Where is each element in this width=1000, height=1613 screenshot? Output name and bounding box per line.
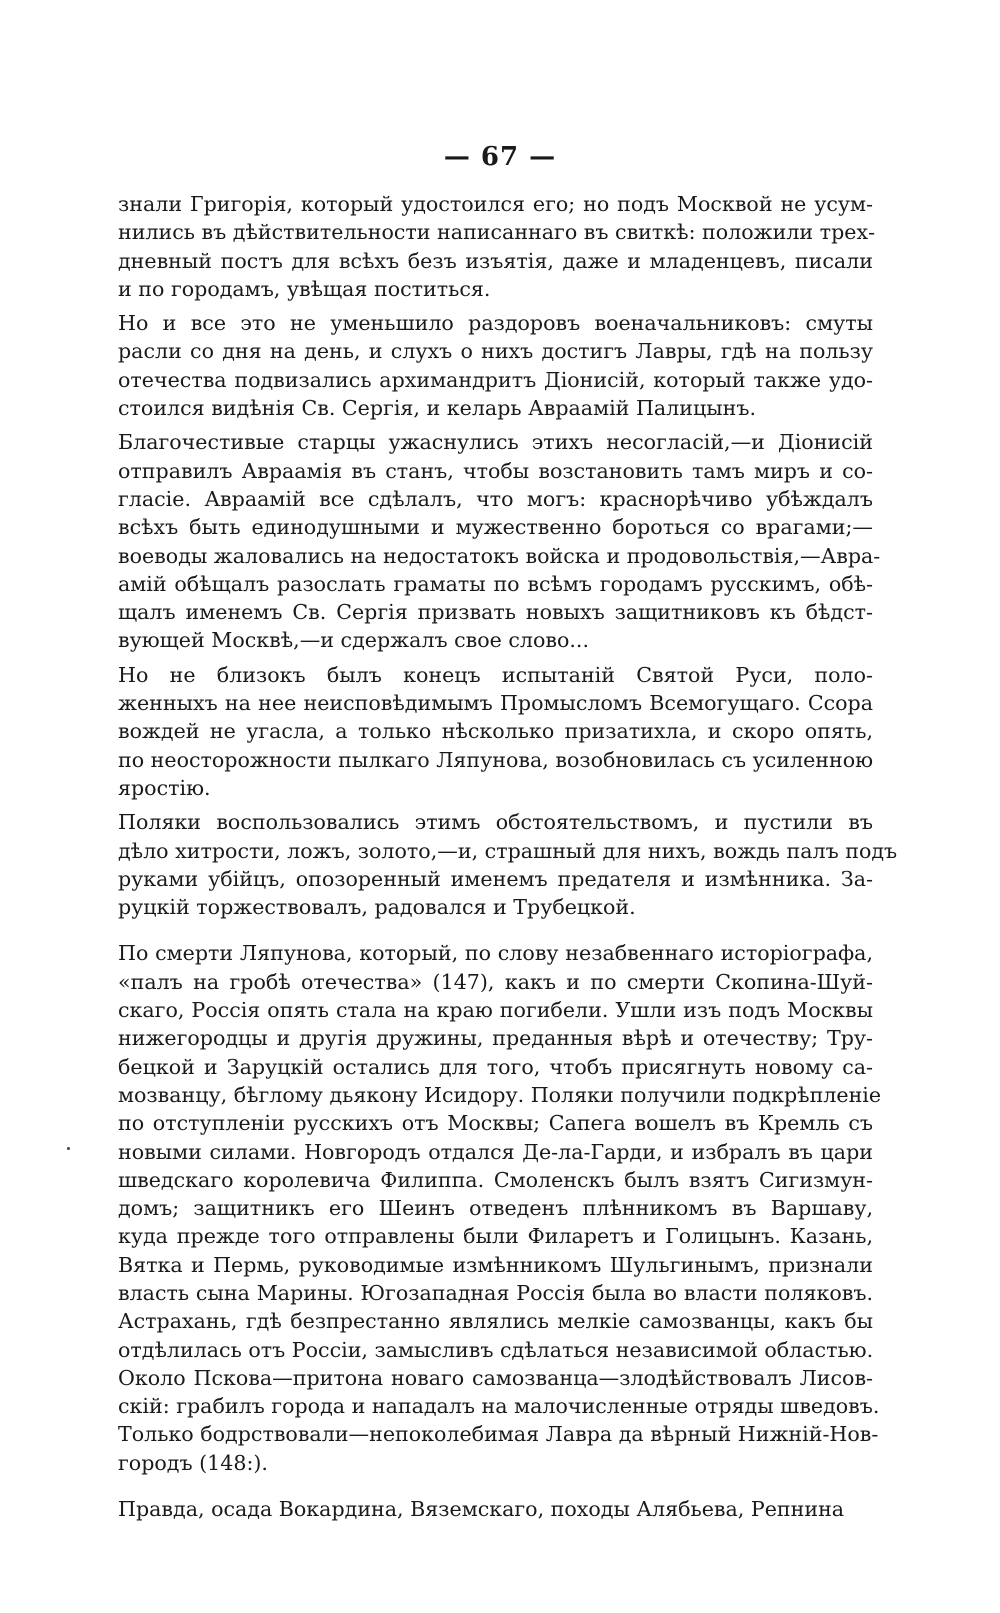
- text-line: руками убійцъ, опозоренный именемъ предателя и измѣнника. За-: [118, 866, 873, 891]
- text-line: скаго, Россія опять стала на краю погибели. Ушли изъ подъ Москвы: [118, 998, 873, 1023]
- paragraph: [118, 808, 898, 921]
- text-line: шведскаго королевича Филиппа. Смоленскъ былъ взятъ Сигизмун-: [118, 1167, 873, 1192]
- ink-speck: [67, 1147, 70, 1150]
- text-line: власть сына Марины. Югозападная Россія была во власти поляковъ.: [118, 1280, 873, 1305]
- text-line: расли со дня на день, и слухъ о нихъ достигъ Лавры, гдѣ на пользу: [118, 339, 873, 364]
- text-line: Только бодрствовали—непоколебимая Лавра да вѣрный Нижній-Нов-: [118, 1422, 879, 1447]
- text-line: Поляки воспользовались этимъ обстоятельствомъ, и пустили въ: [118, 810, 873, 835]
- text-line: куда прежде того отправлены были Филаретъ и Голицынъ. Казань,: [118, 1224, 873, 1249]
- text-line: «палъ на гробѣ отечества» (147), какъ и по смерти Скопина-Шуй-: [118, 969, 873, 994]
- body-text: [118, 190, 898, 1523]
- text-line: нижегородцы и другія дружины, преданныя вѣрѣ и отечеству; Тру-: [118, 1026, 873, 1051]
- text-line: дневный постъ для всѣхъ безъ изъятія, даже и младенцевъ, писали: [118, 248, 873, 273]
- text-line: Около Пскова—притона новаго самозванца—злодѣйствовалъ Лисов-: [118, 1365, 873, 1390]
- text-line: руцкій торжествовалъ, радовался и Трубецкой.: [118, 895, 636, 920]
- paragraph: [118, 1495, 873, 1523]
- text-line: Но и все это не уменьшило раздоровъ военачальниковъ: смуты: [118, 311, 873, 336]
- text-line: вующей Москвѣ,—и сдержалъ свое слово...: [118, 628, 590, 653]
- paragraph-gap: [118, 1477, 873, 1495]
- paragraph: [118, 939, 882, 1477]
- text-line: По смерти Ляпунова, который, по слову незабвеннаго исторіографа,: [118, 941, 873, 966]
- text-line: Благочестивые старцы ужаснулись этихъ несогласій,—и Діонисій: [118, 430, 873, 455]
- text-line: мозванцу, бѣглому дьякону Исидору. Поляки получили подкрѣпленіе: [118, 1082, 882, 1107]
- paragraph: [118, 661, 873, 802]
- text-line: городъ (148:).: [118, 1450, 268, 1475]
- text-line: бецкой и Заруцкій остались для того, чтобъ присягнуть новому са-: [118, 1054, 873, 1079]
- text-line: новыми силами. Новгородъ отдался Де-ла-Гарди, и избралъ въ цари: [118, 1139, 873, 1164]
- text-line: по отступленіи русскихъ отъ Москвы; Сапега вошелъ въ Кремль съ: [118, 1111, 873, 1136]
- text-line: отправилъ Авраамія въ станъ, чтобы возстановить тамъ миръ и со-: [118, 458, 873, 483]
- text-line: яростію.: [118, 775, 211, 800]
- text-line: стоился видѣнія Св. Сергія, и келарь Авраамій Палицынъ.: [118, 396, 756, 421]
- paragraph: [118, 428, 881, 654]
- text-line: женныхъ на нее неисповѣдимымъ Промысломъ Всемогущаго. Ссора: [118, 691, 873, 716]
- text-line: вождей не угасла, а только нѣсколько призатихла, и скоро опять,: [118, 719, 873, 744]
- text-line: скій: грабилъ города и нападалъ на малочисленные отряды шведовъ.: [118, 1394, 880, 1419]
- paragraph: [118, 309, 873, 422]
- text-line: Но не близокъ былъ конецъ испытаній Святой Руси, поло-: [118, 662, 873, 687]
- text-line: домъ; защитникъ его Шеинъ отведенъ плѣнникомъ въ Варшаву,: [118, 1196, 873, 1221]
- text-line: нились въ дѣйствительности написаннаго въ свиткѣ: положили трех-: [118, 220, 876, 245]
- text-line: отечества подвизались архимандритъ Діонисій, который также удо-: [118, 367, 873, 392]
- text-line: Вятка и Пермь, руководимые измѣнникомъ Шульгинымъ, признали: [118, 1252, 873, 1277]
- text-line: Астрахань, гдѣ безпрестанно являлись мелкіе самозванцы, какъ бы: [118, 1309, 873, 1334]
- text-line: щалъ именемъ Св. Сергія призвать новыхъ защитниковъ къ бѣдст-: [118, 600, 873, 625]
- paragraph: [118, 190, 876, 303]
- text-line: всѣхъ быть единодушными и мужественно бороться со врагами;—: [118, 515, 873, 540]
- paragraph-gap: [118, 921, 873, 939]
- text-line: дѣло хитрости, ложъ, золото,—и, страшный для нихъ, вождь палъ подъ: [118, 838, 898, 863]
- text-line: по неосторожности пылкаго Ляпунова, возобновилась съ усиленною: [118, 747, 874, 772]
- text-line: знали Григорія, который удостоился его; но подъ Москвой не усум-: [118, 192, 873, 216]
- text-line: воеводы жаловались на недостатокъ войска и продовольствія,—Авра-: [118, 543, 881, 568]
- page-number: — 67 —: [443, 142, 557, 172]
- text-line: отдѣлилась отъ Россіи, замысливъ сдѣлаться независимой областью.: [118, 1337, 874, 1362]
- text-line: и по городамъ, увѣщая поститься.: [118, 276, 491, 301]
- text-line: Правда, осада Вокардина, Вяземскаго, походы Алябьева, Репнина: [118, 1497, 845, 1522]
- text-line: амій обѣщалъ разослать граматы по всѣмъ городамъ русскимъ, обѣ-: [118, 571, 873, 596]
- text-line: гласіе. Авраамій все сдѣлалъ, что могъ: краснорѣчиво убѣждалъ: [118, 486, 873, 511]
